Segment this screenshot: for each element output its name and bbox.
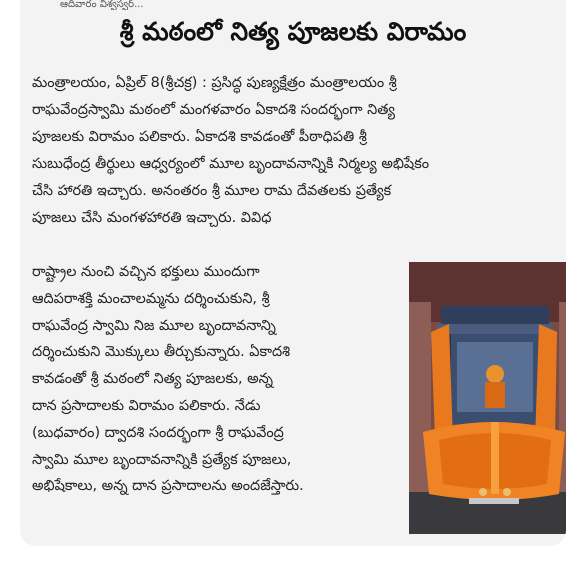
paragraph-line: కావడంతో శ్రీ మఠంలో నిత్య పూజలకు, అన్న <box>32 371 274 388</box>
paragraph-line: అభిషేకాలు, అన్న దాన ప్రసాదాలను అందజేస్తారు. <box>32 478 304 495</box>
article-paragraph <box>32 70 554 232</box>
top-cut-line: ఆదివారం విశ్వస్వర్... <box>60 0 144 10</box>
paragraph-line: రాఘవేంద్రస్వామి మఠంలో మంగళవారం ఏకాదశి సందర్భంగా నిత్య <box>32 102 395 118</box>
headline: శ్రీ మఠంలో నిత్య పూజలకు విరామం <box>119 17 467 46</box>
paragraph-line: ఆదిపరాశక్తి మంచాలమ్మను దర్శించుకుని, శ్రీ <box>32 290 270 307</box>
paragraph-line: దాన ప్రసాదాలకు విరామం పలికారు. నేడు <box>32 397 261 414</box>
article-continued <box>32 259 392 500</box>
brindavana-shrine-photo <box>409 262 566 534</box>
paragraph-line: స్వామి మూల బృందావనాన్నికి ప్రత్యేక పూజలు, <box>32 451 292 468</box>
paragraph-line: సుబుధేంద్ర తీర్థులు ఆధ్వర్యంలో మూల బృందావనాన్నికి నిర్మల్య అభిషేకం <box>32 156 429 172</box>
paragraph-line: చేసి హారతి ఇచ్చారు. అనంతరం శ్రీ మూల రామ దేవతలకు ప్రత్యేక <box>32 183 392 199</box>
paragraph-line: పూజలు చేసి మంగళహారతి ఇచ్చారు. వివిధ <box>32 210 272 226</box>
paragraph-line: (బుధవారం) ద్వాదశి సందర్భంగా శ్రీ రాఘవేంద్ర <box>32 424 284 441</box>
news-clipping <box>20 0 566 546</box>
paragraph-line: రాఘవేంద్ర స్వామి నిజ మూల బృందావనాన్ని <box>32 317 276 334</box>
paragraph-line: మంత్రాలయం, ఏప్రిల్ 8(శ్రీచక్ర) : ప్రసిద్ధ పుణ్యక్షేత్రం మంత్రాలయం శ్రీ <box>32 75 397 91</box>
shrine-photo <box>409 262 566 534</box>
paragraph-line: పూజలకు విరామం పలికారు. ఏకాదశి కావడంతో పీఠాధిపతి శ్రీ <box>32 129 367 145</box>
paragraph-line: రాష్ట్రాల నుంచి వచ్చిన భక్తులు ముందుగా <box>32 264 260 280</box>
paragraph-line: దర్శించుకుని మొక్కులు తీర్చుకున్నారు. ఏకాదశి <box>32 344 291 361</box>
